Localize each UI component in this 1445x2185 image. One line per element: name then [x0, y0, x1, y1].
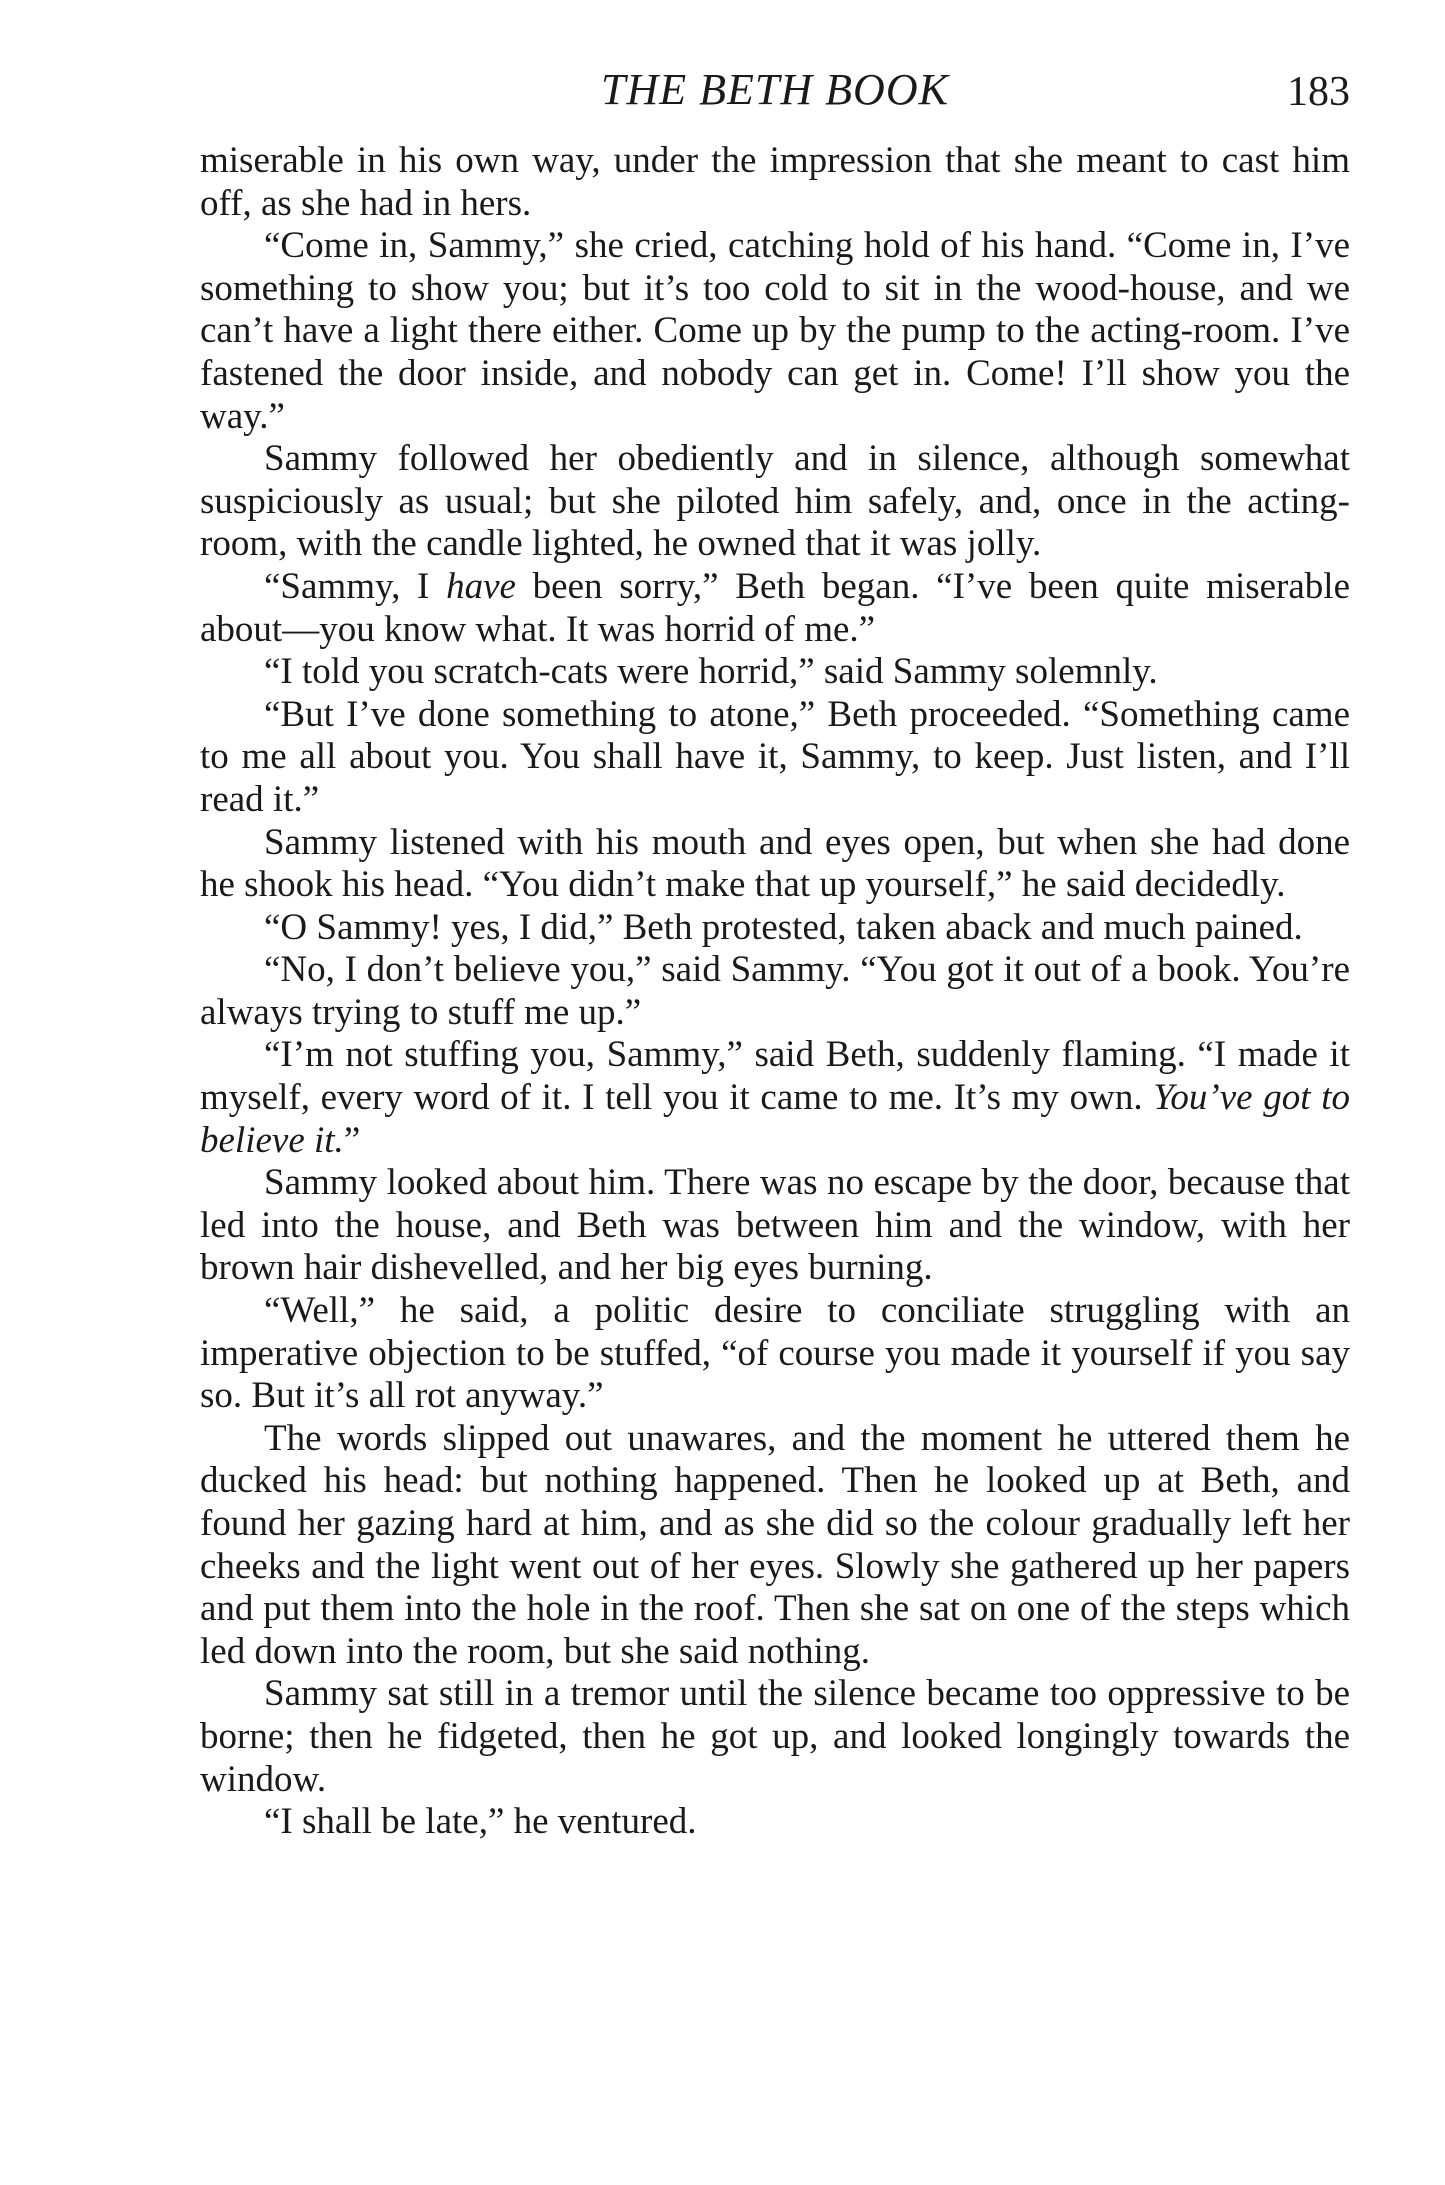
paragraph [200, 1418, 1350, 1674]
text-run: “Well,” he said, a politic desire to conciliate struggling with an imperative objection to be stuffed, “of course you made it yourself if you say so. But it’s all rot anyway.” [200, 1290, 1350, 1417]
text-run: “Sammy, I [264, 565, 447, 607]
paragraph [200, 694, 1350, 822]
text-run: “O Sammy! yes, I did,” Beth protested, taken aback and much pained. [264, 906, 1303, 948]
text-run: “I shall be late,” he ventured. [264, 1801, 697, 1843]
paragraph [200, 1801, 1350, 1844]
text-run: “I’m not stuffing you, Sammy,” said Beth, suddenly flaming. “I made it myself, every word of it. I tell you it came to me. It’s my own. [200, 1034, 1350, 1119]
text-run: “I told you scratch-cats were horrid,” said Sammy solemnly. [264, 651, 1158, 693]
text-run: “But I’ve done something to atone,” Beth proceeded. “Something came to me all about you. You shall have it, Sammy, to keep. Just listen, and I’ll read it.” [200, 693, 1350, 820]
text-run: The words slipped out unawares, and the moment he uttered them he ducked his head: but nothing happened. Then he looked up at Beth, and found her gazing hard at him, and as she did so the colour gradually left her cheeks and the light went out of her eyes. Slowly she gathered up her papers and put them into the hole in the roof. Then she sat on one of the steps which led down into the room, but she said nothing. [200, 1417, 1350, 1672]
paragraph [200, 1290, 1350, 1418]
paragraph [200, 1162, 1350, 1290]
paragraph [200, 140, 1350, 225]
paragraph [200, 1673, 1350, 1801]
paragraph [200, 1034, 1350, 1162]
text-run: miserable in his own way, under the impression that she meant to cast him off, as she had in hers. [200, 140, 1350, 224]
paragraph [200, 438, 1350, 566]
text-run: Sammy sat still in a tremor until the silence became too oppressive to be borne; then he fidgeted, then he got up, and looked longingly towards the window. [200, 1673, 1350, 1800]
text-run: Sammy followed her obediently and in silence, although somewhat suspiciously as usual; but she piloted him safely, and, once in the acting-room, with the candle lighted, he owned that it was jolly. [200, 438, 1350, 565]
text-run: Sammy listened with his mouth and eyes open, but when she had done he shook his head. “You didn’t make that up yourself,” he said decidedly. [200, 821, 1350, 906]
text-run: been sorry,” Beth began. “I’ve been quite miserable about—you know what. It was horrid of me.” [200, 565, 1350, 650]
paragraph [200, 822, 1350, 907]
page-number: 183 [1287, 69, 1350, 115]
paragraph [200, 225, 1350, 438]
text-run: “Come in, Sammy,” she cried, catching hold of his hand. “Come in, I’ve something to show you; but it’s too cold to sit in the wood-house, and we can’t have a light there either. Come up by the pump to the acting-room. I’ve fastened the door inside, and nobody can get in. Come! I’ll show you the way.” [200, 225, 1350, 437]
text-run: Sammy looked about him. There was no escape by the door, because that led into the house, and Beth was between him and the window, with her brown hair dishevelled, and her big eyes burning. [200, 1162, 1350, 1289]
running-title: THE BETH BOOK [601, 65, 949, 114]
body-text [200, 140, 1350, 1844]
text-run: ” [343, 1119, 361, 1161]
page-header [200, 64, 1350, 124]
italic-text: You’ve got to believe it. [200, 1077, 1350, 1161]
paragraph [200, 566, 1350, 651]
italic-text: have [446, 565, 516, 607]
text-run: “No, I don’t believe you,” said Sammy. “You got it out of a book. You’re always trying to stuff me up.” [200, 949, 1350, 1033]
paragraph [200, 907, 1350, 950]
paragraph [200, 651, 1350, 694]
paragraph [200, 949, 1350, 1034]
